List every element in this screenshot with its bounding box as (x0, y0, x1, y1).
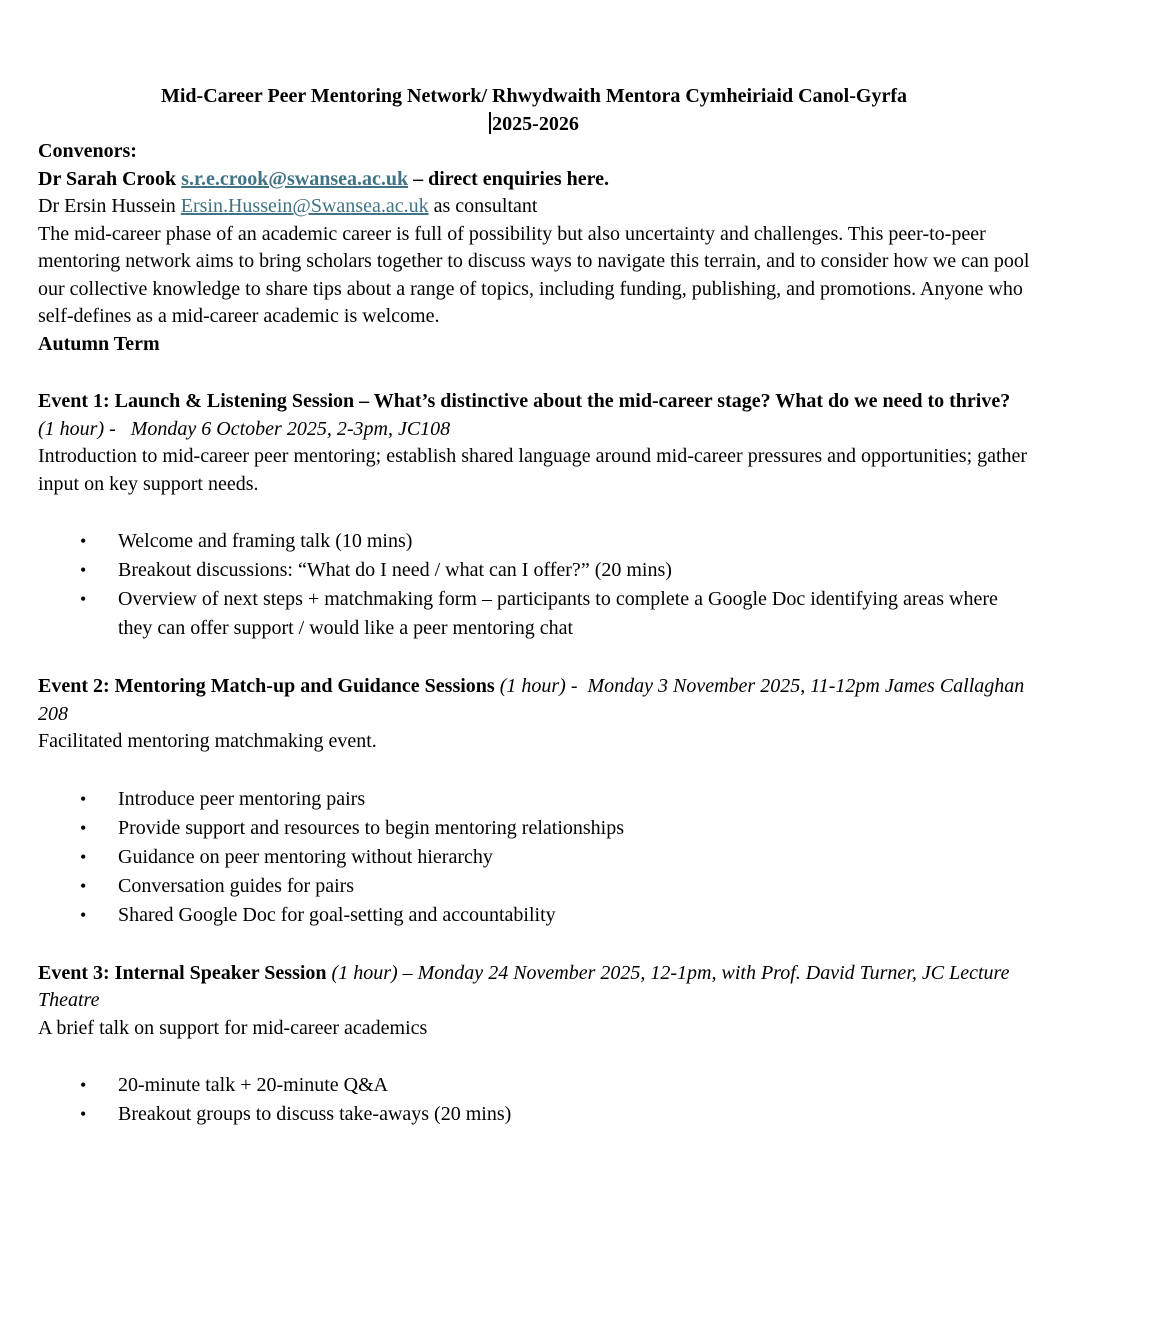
doc-year: 2025-2026 (492, 112, 579, 135)
event-1-title: Event 1: Launch & Listening Session – What’s distinctive about the mid-career stage? What do we need to thrive? (38, 390, 1011, 412)
convenor-consultant-name: Dr Ersin Hussein (38, 195, 181, 217)
convenor-primary-note: – direct enquiries here. (408, 167, 610, 190)
event-3-heading (38, 960, 1030, 1015)
bullet-icon: • (80, 560, 87, 580)
event-2-heading (38, 673, 1030, 728)
event-2-schedule: (1 hour) - Monday 3 November 2025, 11-12pm James Callaghan 208 (38, 675, 1025, 725)
bullet-item (38, 872, 1030, 901)
bullet-item (38, 527, 1030, 556)
bullet-text: 20-minute talk + 20-minute Q&A (118, 1074, 389, 1096)
bullet-icon: • (80, 875, 87, 896)
event-3-schedule: (1 hour) – Monday 24 November 2025, 12-1pm, with Prof. David Turner, JC Lecture Theatre (38, 961, 1010, 1011)
bullet-text: Breakout groups to discuss take-aways (20 mins) (118, 1103, 512, 1125)
bullet-item (38, 1071, 1030, 1100)
bullet-item (38, 843, 1030, 872)
document-content (38, 83, 1030, 1129)
event-2-title: Event 2: Mentoring Match-up and Guidance Sessions (38, 675, 500, 697)
bullet-text: Conversation guides for pairs (118, 874, 355, 897)
convenor-consultant-note: as consultant (428, 195, 538, 217)
event-1-description: Introduction to mid-career peer mentoring; establish shared language around mid-career pressures and opportunities; gather input on key support needs. (38, 445, 1028, 495)
convenor-primary-line (38, 166, 1030, 194)
term-heading: Autumn Term (38, 332, 160, 355)
bullet-icon: • (80, 846, 87, 867)
event-1-section (38, 388, 1030, 643)
bullet-icon: • (80, 817, 87, 838)
bullet-item (38, 585, 1030, 643)
convenor-consultant-line (38, 193, 1030, 221)
bullet-text: Guidance on peer mentoring without hierarchy (118, 845, 493, 868)
event-2-description: Facilitated mentoring matchmaking event. (38, 730, 377, 752)
doc-title: Mid-Career Peer Mentoring Network/ Rhwydwaith Mentora Cymheiriaid Canol-Gyrfa (161, 85, 907, 107)
bullet-item (38, 556, 1030, 585)
consultant-email-link[interactable]: Ersin.Hussein@Swansea.ac.uk (180, 195, 429, 217)
convenors-heading: Convenors: (38, 140, 137, 162)
event-3-bullet-list (38, 1071, 1030, 1129)
event-1-schedule: (1 hour) - Monday 6 October 2025, 2-3pm, JC108 (38, 417, 451, 440)
event-3-section (38, 960, 1030, 1130)
bullet-icon: • (80, 1075, 87, 1095)
bullet-item (38, 785, 1030, 814)
convenor-primary-name: Dr Sarah Crook (38, 167, 182, 190)
event-2-bullet-list (38, 785, 1030, 930)
bullet-item (38, 814, 1030, 843)
bullet-text: Provide support and resources to begin mentoring relationships (118, 816, 625, 839)
bullet-icon: • (80, 589, 87, 609)
intro-paragraph: The mid-career phase of an academic career is full of possibility but also uncertainty and challenges. This peer-to-peer mentoring network aims to bring scholars together to discuss ways to navigate this terrain, and to consider how we can pool our collective knowledge to share tips about a range of topics, including funding, publishing, and promotions. Anyone who self-defines as a mid-career academic is welcome. (38, 222, 1030, 327)
text-cursor-icon (489, 112, 491, 134)
event-1-heading (38, 388, 1030, 443)
bullet-text: Shared Google Doc for goal-setting and accountability (118, 903, 556, 926)
event-1-bullet-list (38, 527, 1030, 643)
bullet-icon: • (80, 1104, 87, 1124)
bullet-icon: • (80, 788, 87, 809)
bullet-item (38, 1100, 1030, 1129)
event-3-title: Event 3: Internal Speaker Session (38, 961, 332, 984)
bullet-icon: • (80, 531, 87, 551)
event-2-section (38, 673, 1030, 930)
bullet-text: Introduce peer mentoring pairs (118, 787, 366, 810)
doc-subtitle (38, 111, 1030, 139)
bullet-text: Overview of next steps + matchmaking form – participants to complete a Google Doc identifying areas where they can offer support / would like a peer mentoring chat (118, 588, 998, 639)
bullet-item (38, 901, 1030, 930)
primary-email-link[interactable]: s.r.e.crook@swansea.ac.uk (181, 167, 409, 190)
event-3-description: A brief talk on support for mid-career academics (38, 1016, 428, 1039)
bullet-text: Breakout discussions: “What do I need / what can I offer?” (20 mins) (118, 559, 672, 581)
bullet-text: Welcome and framing talk (10 mins) (118, 530, 413, 552)
bullet-icon: • (80, 904, 87, 925)
